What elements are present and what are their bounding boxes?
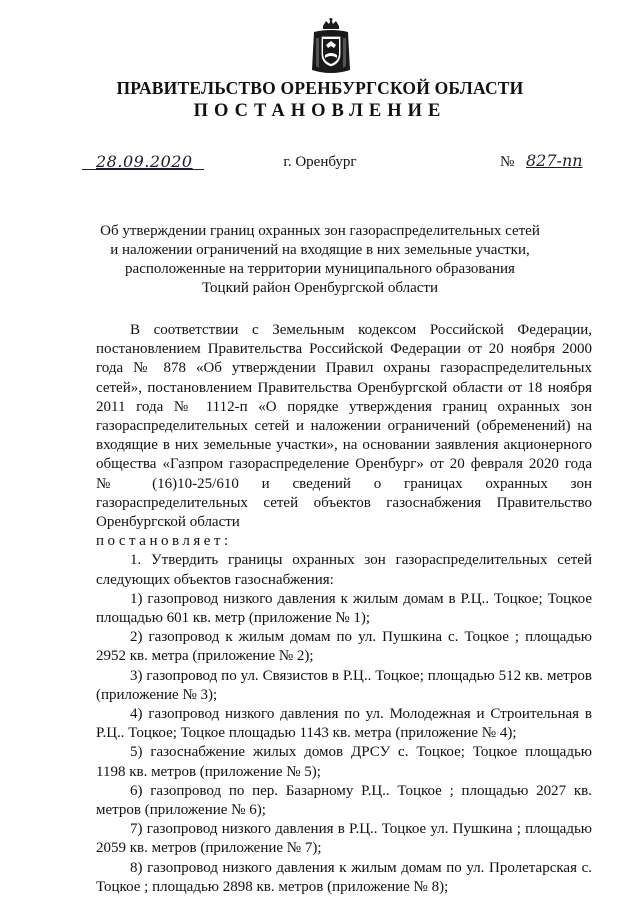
government-title: ПРАВИТЕЛЬСТВО ОРЕНБУРГСКОЙ ОБЛАСТИ <box>116 78 524 98</box>
subitem-5: 5) газоснабжение жилых домов ДРСУ с. Тоцкое; Тоцкое площадью 1198 кв. метров (приложение № 5); <box>96 744 592 780</box>
subitem-4: 4) газопровод низкого давления по ул. Молодежная и Строительная в Р.Ц.. Тоцкое; Тоцкое площадью 1143 кв. метра (приложение № 4); <box>96 706 592 742</box>
document-meta <box>0 150 640 178</box>
subitem-2: 2) газопровод к жилым домам по ул. Пушкина с. Тоцкое ; площадью 2952 кв. метра (приложение № 2); <box>96 629 592 665</box>
date-handwritten: 28.09.2020 <box>96 152 193 171</box>
document-subject: Об утверждении границ охранных зон газораспределительных сетей и наложении ограничений на входящие в них земельные участки, расположенные на территории муниципального образования Тоцкий район Оренбургской области <box>100 223 540 296</box>
document-body <box>96 321 592 897</box>
number-handwritten: 827-пп <box>526 151 583 170</box>
document-city: г. Оренбург <box>283 154 357 170</box>
preamble-paragraph: В соответствии с Земельным кодексом Российской Федерации, постановлением Правительства Российской Федерации от 20 ноября 2000 года № 878 «Об утверждении Правил охраны газораспределительных сетей», постановлением Правительства Оренбургской области от 18 ноября 2011 года № 1112-п «О порядке утверждения границ охранных зон газораспределительных сетей и наложении ограничений (обременений) на входящие в них земельные участки», на основании заявления акционерного общества «Газпром газораспределение Оренбург» от 20 февраля 2020 года № (16)10-25/610 и сведений о границах охранных зон газораспределительных сетей объектов газоснабжения Правительство Оренбургской области <box>96 322 592 531</box>
subitem-3: 3) газопровод по ул. Связистов в Р.Ц.. Тоцкое; площадью 512 кв. метров (приложение № 3); <box>96 667 592 703</box>
document-type: ПОСТАНОВЛЕНИЕ <box>193 101 447 121</box>
coat-of-arms-icon <box>309 18 353 76</box>
subitem-8: 8) газопровод низкого давления к жилым домам по ул. Пролетарская с. Тоцкое ; площадью 2898 кв. метров (приложение № 8); <box>96 859 592 895</box>
decree-word: постановляет: <box>96 533 232 550</box>
subitem-1: 1) газопровод низкого давления к жилым домам в Р.Ц.. Тоцкое; Тоцкое площадью 601 кв. метр (приложение № 1); <box>96 590 592 627</box>
subitem-7: 7) газопровод низкого давления в Р.Ц.. Тоцкое ул. Пушкина ; площадью 2059 кв. метров (приложение № 7); <box>96 821 592 857</box>
item-1: 1. Утвердить границы охранных зон газораспределительных сетей следующих объектов газоснабжения: <box>96 552 592 588</box>
subitem-6: 6) газопровод по пер. Базарному Р.Ц.. Тоцкое ; площадью 2027 кв. метров (приложение № 6); <box>96 782 592 819</box>
document-number <box>500 150 590 176</box>
number-label: № <box>500 154 515 170</box>
